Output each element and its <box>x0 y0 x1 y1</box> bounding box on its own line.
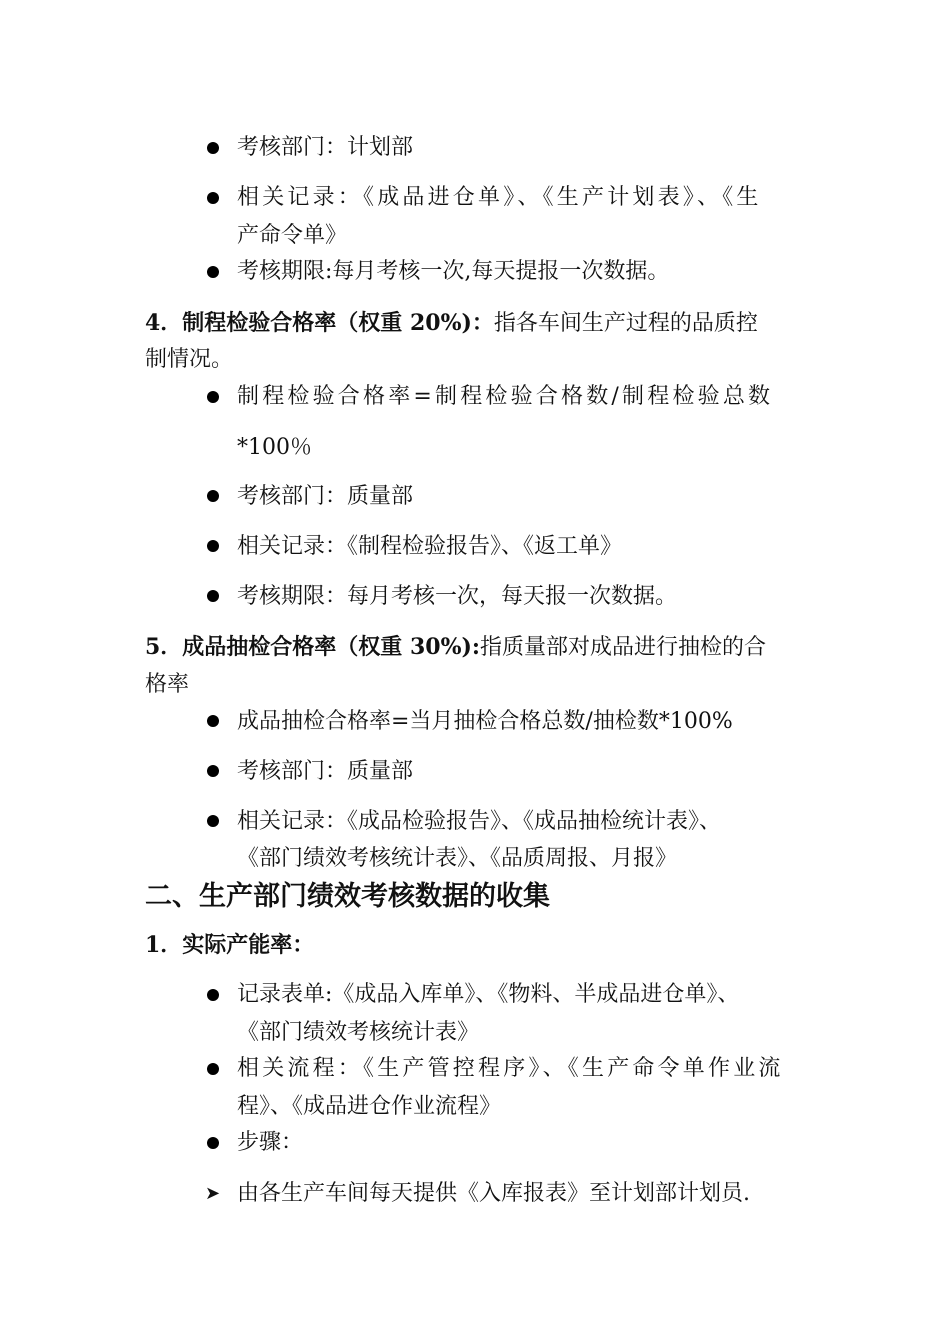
list-item: 相关流程：《生产管控程序》、《生产命令单作业流 <box>237 1056 784 1081</box>
bullet-icon <box>207 1137 219 1149</box>
section-heading <box>145 310 758 337</box>
section-title: 二、生产部门绩效考核数据的收集 <box>145 881 550 912</box>
heading-text: 指质量部对成品进行抽检的合 <box>480 635 767 660</box>
list-item: 考核期限:每月考核一次,每天提报一次数据。 <box>237 259 670 284</box>
list-item: 考核部门：质量部 <box>237 484 414 509</box>
list-item-continuation: 《部门绩效考核统计表》 <box>237 1020 480 1045</box>
subsection-heading: 1．实际产能率： <box>145 932 315 958</box>
list-item-continuation: 《部门绩效考核统计表》、《品质周报、月报》 <box>237 846 678 871</box>
list-item: 记录表单:《成品入库单》、《物料、半成品进仓单》、 <box>237 982 740 1007</box>
list-item: 考核部门：计划部 <box>237 135 414 160</box>
heading-label: 5．成品抽检合格率（权重 30%): <box>145 634 481 660</box>
list-item: 制程检验合格率=制程检验合格数/制程检验总数 <box>237 384 774 409</box>
bullet-icon <box>207 540 219 552</box>
bullet-icon <box>207 391 219 403</box>
bullet-icon <box>207 266 219 278</box>
heading-continuation: 格率 <box>145 672 190 697</box>
list-item: 由各生产车间每天提供《入库报表》至计划部计划员. <box>237 1181 750 1206</box>
arrow-bullet-icon: ➤ <box>205 1183 221 1204</box>
list-item: 考核期限：每月考核一次，每天报一次数据。 <box>237 584 678 609</box>
heading-continuation: 制情况。 <box>145 347 234 372</box>
bullet-icon <box>207 192 219 204</box>
bullet-icon <box>207 142 219 154</box>
bullet-icon <box>207 1063 219 1075</box>
bullet-icon <box>207 815 219 827</box>
bullet-icon <box>207 715 219 727</box>
list-item: 相关记录：《成品检验报告》、《成品抽检统计表》、 <box>237 809 722 834</box>
list-item: 相关记录：《制程检验报告》、《返工单》 <box>237 534 623 559</box>
list-item: 相关记录：《成品进仓单》、《生产计划表》、《生 <box>237 185 762 210</box>
list-item-continuation: *100％ <box>237 435 312 460</box>
section-heading <box>145 634 766 661</box>
heading-text: 指各车间生产过程的品质控 <box>493 311 758 336</box>
bullet-icon <box>207 490 219 502</box>
bullet-icon <box>207 765 219 777</box>
list-item-continuation: 程》、《成品进仓作业流程》 <box>237 1094 502 1119</box>
list-item-continuation: 产命令单》 <box>237 223 348 248</box>
bullet-icon <box>207 989 219 1001</box>
list-item: 步骤： <box>237 1130 304 1155</box>
bullet-icon <box>207 590 219 602</box>
list-item: 考核部门：质量部 <box>237 759 414 784</box>
list-item: 成品抽检合格率=当月抽检合格总数/抽检数*100% <box>237 709 733 734</box>
heading-label: 4．制程检验合格率（权重 20%)： <box>145 310 494 336</box>
